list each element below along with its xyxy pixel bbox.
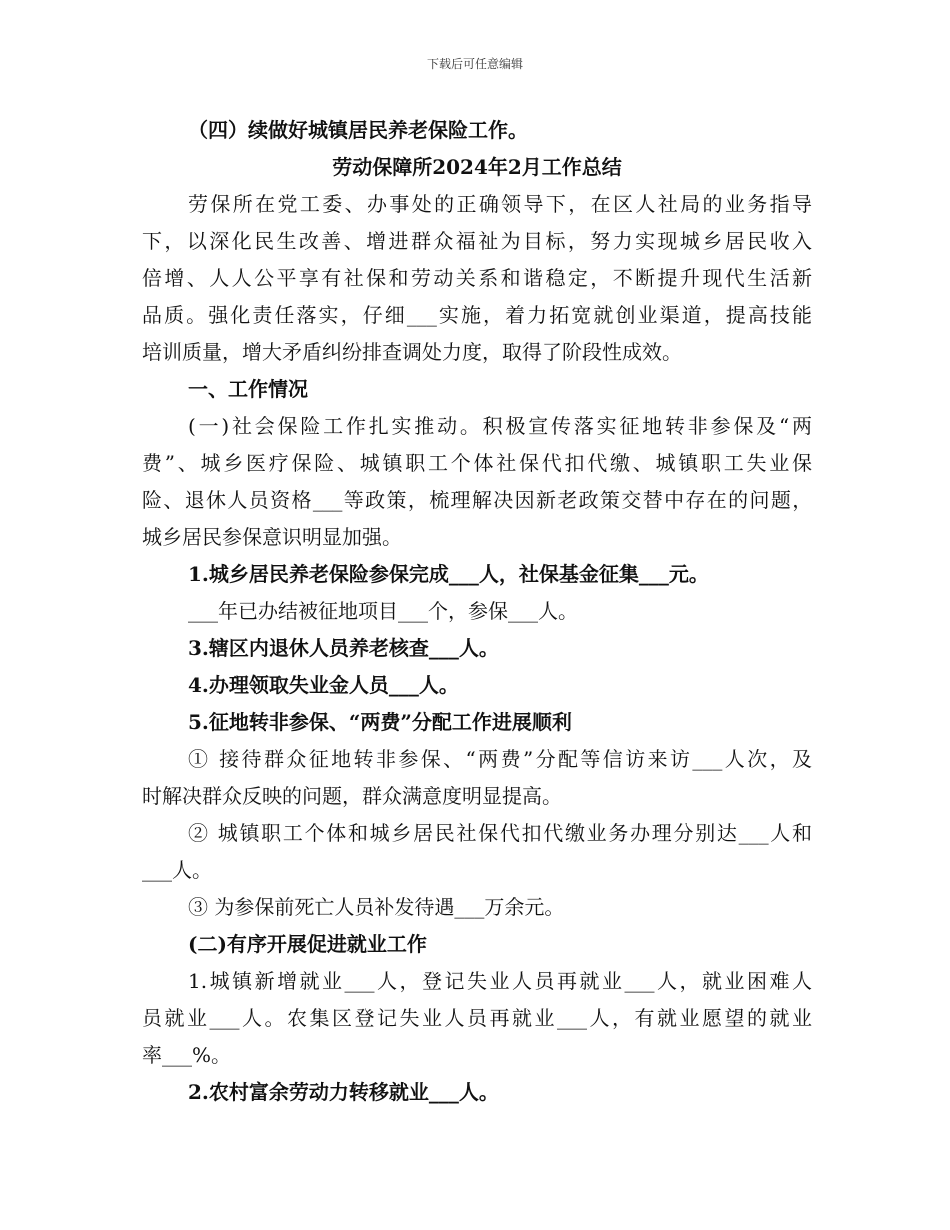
document-title: 劳动保障所2024年2月工作总结 bbox=[332, 155, 622, 179]
list-item: 5.征地转非参保、“两费”分配工作进展顺利 bbox=[188, 710, 572, 734]
document-body bbox=[142, 112, 812, 1111]
section-heading: 一、工作情况 bbox=[188, 377, 308, 401]
section-heading: (二)有序开展促进就业工作 bbox=[188, 932, 427, 956]
list-item: 1.城乡居民养老保险参保完成___人，社保基金征集___元。 bbox=[188, 562, 709, 586]
paragraph-line: 品质。强化责任落实，仔细___实施，着力拓宽就创业渠道，提高技能 bbox=[142, 303, 812, 327]
paragraph-line: 险、退休人员资格___等政策，梳理解决因新老政策交替中存在的问题， bbox=[142, 488, 812, 512]
paragraph-line: ③ 为参保前死亡人员补发待遇___万余元。 bbox=[188, 895, 565, 919]
list-item: ___年已办结被征地项目___个，参保___人。 bbox=[188, 599, 578, 623]
paragraph-line: ② 城镇职工个体和城乡居民社保代扣代缴业务办理分别达___人和 bbox=[188, 821, 812, 845]
list-item: 3.辖区内退休人员养老核查___人。 bbox=[188, 636, 499, 660]
paragraph-line: 城乡居民参保意识明显加强。 bbox=[142, 525, 402, 549]
paragraph-line: 员就业___人。农集区登记失业人员再就业___人，有就业愿望的就业 bbox=[142, 1006, 812, 1030]
list-item: 2.农村富余劳动力转移就业___人。 bbox=[188, 1080, 499, 1104]
paragraph-line: 培训质量，增大矛盾纠纷排查调处力度，取得了阶段性成效。 bbox=[142, 340, 682, 364]
section-heading: （四）续做好城镇居民养老保险工作。 bbox=[188, 118, 528, 142]
paragraph-line: 费”、城乡医疗保险、城镇职工个体社保代扣代缴、城镇职工失业保 bbox=[142, 451, 812, 475]
page-header: 下载后可任意编辑 bbox=[426, 57, 523, 71]
paragraph-line: ① 接待群众征地转非参保、“两费”分配等信访来访___人次，及 bbox=[188, 747, 812, 771]
paragraph-line: 率___%。 bbox=[142, 1043, 232, 1067]
paragraph-line: 劳保所在党工委、办事处的正确领导下，在区人社局的业务指导 bbox=[188, 192, 812, 216]
paragraph-line: ___人。 bbox=[142, 858, 212, 882]
list-item: 4.办理领取失业金人员___人。 bbox=[188, 673, 459, 697]
paragraph-line: (一)社会保险工作扎实推动。积极宣传落实征地转非参保及“两 bbox=[188, 414, 812, 438]
paragraph-line: 1.城镇新增就业___人，登记失业人员再就业___人，就业困难人 bbox=[188, 969, 812, 993]
paragraph-line: 时解决群众反映的问题，群众满意度明显提高。 bbox=[142, 784, 562, 808]
paragraph-line: 下，以深化民生改善、增进群众福祉为目标，努力实现城乡居民收入 bbox=[142, 229, 812, 253]
paragraph-line: 倍增、人人公平享有社保和劳动关系和谐稳定，不断提升现代生活新 bbox=[142, 266, 812, 290]
